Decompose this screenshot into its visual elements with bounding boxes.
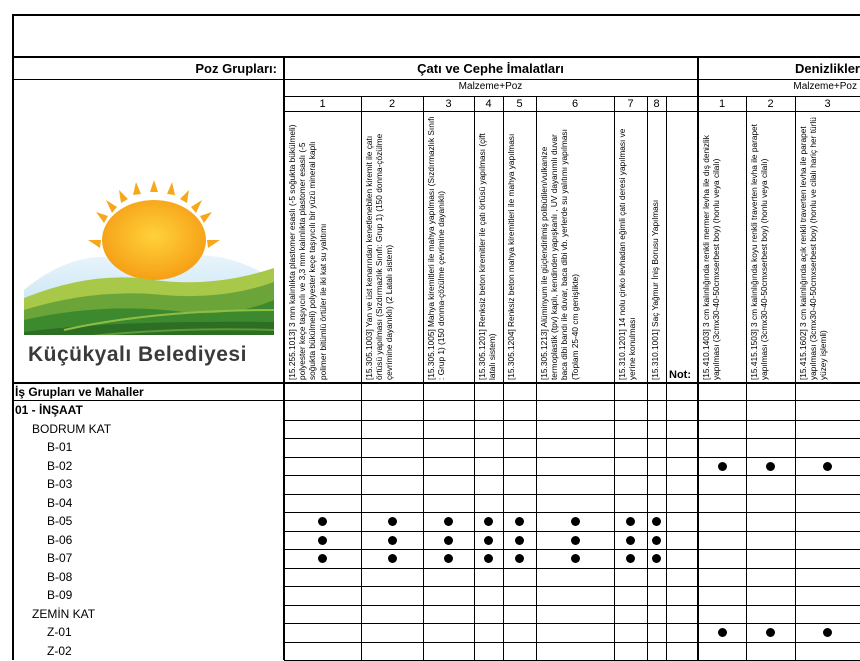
bullet-dot-icon [484, 517, 493, 526]
row-border [284, 475, 860, 476]
bullet-dot-icon [388, 517, 397, 526]
bullet-dot-icon [515, 517, 524, 526]
left-border [12, 14, 14, 660]
bullet-dot-icon [388, 554, 397, 563]
column-description: [15.310.1001] Saç Yağmur İniş Borusu Yapılması [650, 199, 660, 380]
room-label: Z-01 [47, 625, 72, 639]
column-divider [423, 96, 424, 660]
column-divider [746, 96, 747, 660]
bullet-dot-icon [444, 554, 453, 563]
room-label: B-02 [47, 458, 73, 473]
bullet-dot-icon [318, 536, 327, 545]
bullet-dot-icon [571, 536, 580, 545]
row-border [284, 531, 860, 532]
room-label: B-09 [47, 588, 73, 602]
group-sub-1: Malzeme+Poz [458, 81, 523, 92]
column-description: [15.415.1503] 3 cm kalınlığında koyu renkli traverten levha ile parapet yapılması (3cmx30-40-50cmxserbest boy) (honlu veya cilalı) [749, 124, 770, 380]
column-divider [666, 96, 667, 660]
bullet-dot-icon [318, 517, 327, 526]
column-divider [536, 96, 537, 660]
bullet-dot-icon [444, 517, 453, 526]
divider-main [283, 56, 285, 660]
row-border [284, 457, 860, 458]
room-label: B-06 [47, 532, 73, 547]
column-number: 2 [388, 98, 396, 110]
logo-text: Küçükyalı Belediyesi [28, 343, 247, 366]
group-title-denizlikler: Denizlikler [794, 61, 860, 76]
column-description: [15.305.1204] Renksiz beton mahya kiremitleri ile mahya yapılması [506, 133, 516, 380]
column-divider [474, 96, 475, 660]
column-divider [361, 96, 362, 660]
bullet-dot-icon [766, 462, 775, 471]
column-number: 4 [485, 98, 492, 110]
bullet-dot-icon [718, 462, 727, 471]
column-number: 1 [319, 98, 326, 110]
column-divider [647, 96, 648, 660]
bullet-dot-icon [626, 536, 635, 545]
row-border [284, 605, 860, 606]
row-border [284, 568, 860, 569]
left-header: İş Grupları ve Mahaller [15, 385, 144, 399]
logo [24, 170, 274, 370]
left-header-border [14, 400, 860, 401]
column-number: 1 [718, 98, 726, 110]
row-border [284, 549, 860, 550]
bullet-dot-icon [652, 554, 661, 563]
room-label: Z-02 [47, 643, 72, 658]
column-number: 8 [653, 98, 660, 110]
column-number: 2 [767, 98, 774, 110]
bullet-dot-icon [515, 536, 524, 545]
column-number: 6 [571, 98, 579, 110]
poz-gruplari-label: Poz Grupları: [195, 61, 277, 76]
column-number: 3 [445, 98, 452, 110]
room-label: B-04 [47, 495, 73, 510]
row-border [284, 494, 860, 495]
divider-group [697, 56, 699, 660]
top-border [12, 14, 860, 16]
bullet-dot-icon [626, 517, 635, 526]
group-title-cati-cephe: Çatı ve Cephe İmalatları [417, 61, 564, 76]
column-divider [503, 96, 504, 660]
column-description: [15.255.1013] 3 mm kalınlıkta plastomer esaslı (-5 soğukta bükülmeli) polyester keçe taşıyıcılı ve 3,3 mm kalınlıkta plastomer esaslı (-5 soğukta bükülmeli) polyester keçe taşıyıcılı bir yüzü mineral kaplı polimer bitümlü örtüler ile iki kat su yalıtımı [287, 124, 328, 380]
bullet-dot-icon [318, 554, 327, 563]
column-number: 3 [824, 98, 831, 110]
column-description: [15.305.1005] Mahya kiremitleri ile mahya yapılması (Sızdırmazlık Sınıfı : Grup 1) (150 donma-çözülme çevrimine dayanıklı) [426, 116, 447, 380]
bullet-dot-icon [718, 628, 727, 637]
bullet-dot-icon [484, 536, 493, 545]
room-label: B-05 [47, 514, 73, 528]
column-description: [15.310.1201] 14 nolu çinko levhadan eğimli çatı deresi yapılması ve yerine konulması [617, 128, 638, 380]
row-border [284, 438, 860, 439]
room-label: B-03 [47, 477, 73, 491]
row-border [284, 586, 860, 587]
column-number: 5 [516, 98, 523, 110]
bullet-dot-icon [571, 554, 580, 563]
group-sub-2: Malzeme+Poz [793, 81, 857, 92]
column-description: [15.305.1201] Renksiz beton kiremitler ile çatı örtüsü yapılması (çift latalı sistem) [477, 133, 498, 380]
column-description: [15.415.1602] 3 cm kalınlığında açık renkli traverten levha ile parapet yapılması (3cmx30-40-50cmxserbest boy) (honlu ve cilalı hariç her türlü yüzey işlemli) [798, 117, 829, 380]
bullet-dot-icon [444, 536, 453, 545]
sun-field-logo-icon [24, 170, 274, 370]
room-label: B-07 [47, 551, 73, 565]
num-row-border-bottom [284, 111, 860, 112]
header-top-border [12, 56, 860, 58]
bullet-dot-icon [823, 628, 832, 637]
floor-label: ZEMİN KAT [32, 606, 96, 621]
room-label: B-08 [47, 569, 73, 584]
row-border [284, 512, 860, 513]
column-divider [614, 96, 615, 660]
bullet-dot-icon [515, 554, 524, 563]
header-row-border [12, 79, 860, 80]
column-note-label: Not: [669, 369, 691, 381]
room-label: B-01 [47, 440, 73, 454]
column-number: 7 [627, 98, 634, 110]
bullet-dot-icon [652, 517, 661, 526]
column-divider [795, 96, 796, 660]
header-bottom-border [12, 382, 860, 384]
column-description: [15.305.1003] Yan ve üst kenarından kenetlenebilen kiremit ile çatı örtüsü yapılması (Sızdırmazlık Sınıfı: Grup 1) (150 donma-çözülme çevrimine dayanıklı) (2 Latalı sistem) [364, 133, 395, 380]
bullet-dot-icon [626, 554, 635, 563]
column-description: [15.410.1403] 3 cm kalınlığında renkli mermer levha ile dış denizlik yapılması (3cmx30-40-50cmxserbest boy) (honlu veya cilalı) [701, 135, 722, 380]
floor-label: BODRUM KAT [32, 421, 112, 436]
row-border [284, 420, 860, 421]
bullet-dot-icon [823, 462, 832, 471]
column-description: [15.305.1213] Alüminyum ile güçlendirilmiş polibütilen/vulkanize termoplastik (tpv) kaplı, kendinden yapışkanlı , UV dayanımlı duvar baca dibi bandı ile duvar, baca dibi vb. yerlerde su yalıtımı yapılması (Toplam 25-40 cm genişlikte) [539, 129, 580, 380]
num-row-border-top [284, 96, 860, 97]
bullet-dot-icon [388, 536, 397, 545]
bullet-dot-icon [484, 554, 493, 563]
group-row-label: 01 - İNŞAAT [15, 403, 83, 417]
bullet-dot-icon [766, 628, 775, 637]
row-border [284, 623, 860, 624]
bullet-dot-icon [652, 536, 661, 545]
row-border [284, 642, 860, 643]
bullet-dot-icon [571, 517, 580, 526]
